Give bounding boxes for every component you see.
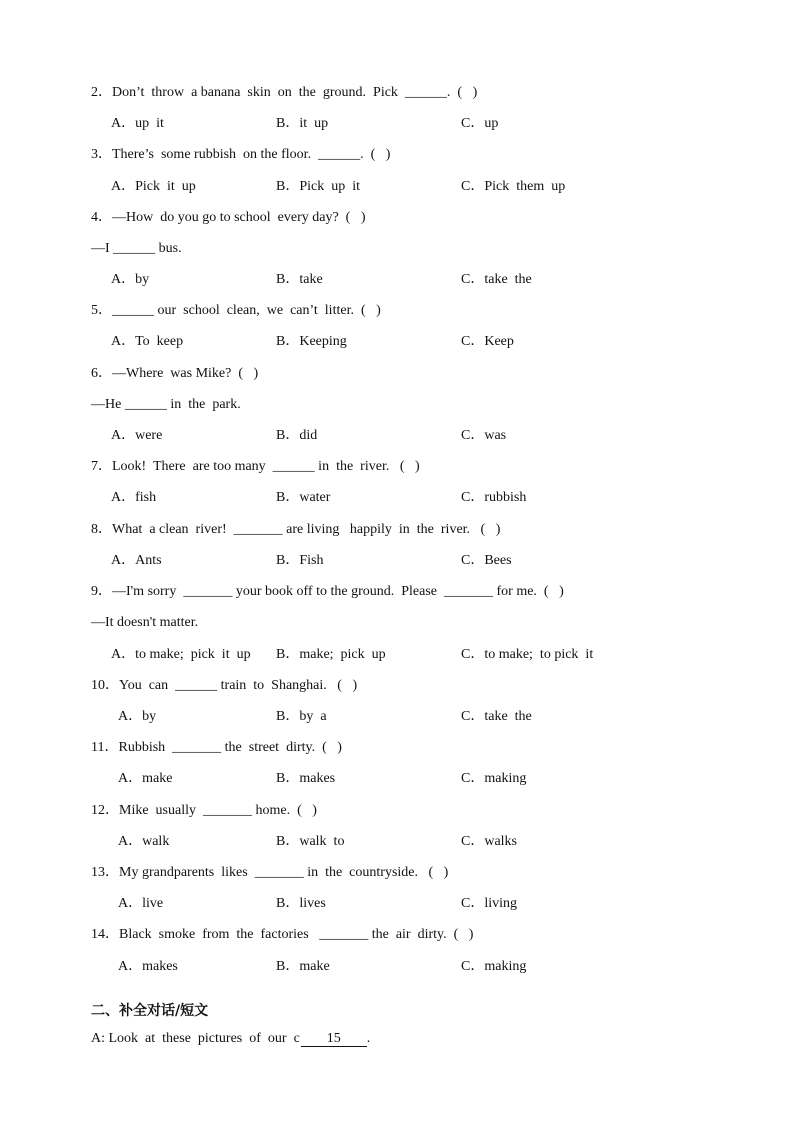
question-12-stem: 12．Mike usually _______ home. ( ) xyxy=(91,803,317,818)
question-4-option-c: C．take the xyxy=(461,272,532,287)
question-12-option-c: C．walks xyxy=(461,834,517,849)
question-5-option-b: B．Keeping xyxy=(276,334,347,349)
question-12-option-b: B．walk to xyxy=(276,834,345,849)
question-3-option-a: A．Pick it up xyxy=(111,179,196,194)
question-5-option-c: C．Keep xyxy=(461,334,514,349)
question-9-option-b: B．make; pick up xyxy=(276,647,386,662)
question-11-option-b: B．makes xyxy=(276,771,336,786)
question-13-stem: 13．My grandparents likes _______ in the countryside. ( ) xyxy=(91,865,449,880)
question-10-option-b: B．by a xyxy=(276,709,327,724)
question-14-stem: 14．Black smoke from the factories _______ the air dirty. ( ) xyxy=(91,927,474,942)
question-9-answer-line: —It doesn't matter. xyxy=(91,615,199,630)
section-2-title: 二、补全对话/短文 xyxy=(91,1003,209,1019)
question-11-stem: 11．Rubbish _______ the street dirty. ( ) xyxy=(91,740,342,755)
question-10-option-c: C．take the xyxy=(461,709,532,724)
question-8-stem: 8．What a clean river! _______ are living happily in the river. ( ) xyxy=(91,522,501,537)
question-8-option-a: A．Ants xyxy=(111,553,162,568)
question-4-answer-line: —I ______ bus. xyxy=(91,241,182,256)
question-7-option-b: B．water xyxy=(276,490,331,505)
question-9-stem: 9．—I'm sorry _______ your book off to the ground. Please _______ for me. ( ) xyxy=(91,584,564,599)
question-11-option-a: A．make xyxy=(118,771,173,786)
question-10-stem: 10．You can ______ train to Shanghai. ( ) xyxy=(91,678,358,693)
question-6-answer-line: —He ______ in the park. xyxy=(91,397,241,412)
section-2-line-suffix: . xyxy=(366,1031,371,1046)
section-2-line-prefix: A: Look at these pictures of our c xyxy=(91,1031,300,1046)
question-13-option-c: C．living xyxy=(461,896,518,911)
question-8-option-b: B．Fish xyxy=(276,553,324,568)
question-3-stem: 3．There’s some rubbish on the floor. ______. ( ) xyxy=(91,147,391,162)
section-2-first-line xyxy=(91,1030,370,1048)
question-14-option-a: A．makes xyxy=(118,959,178,974)
question-6-option-c: C．was xyxy=(461,428,507,443)
question-14-option-b: B．make xyxy=(276,959,330,974)
question-10-option-a: A．by xyxy=(118,709,157,724)
question-7-option-c: C．rubbish xyxy=(461,490,527,505)
question-7-stem: 7．Look! There are too many ______ in the river. ( ) xyxy=(91,459,420,474)
question-2-stem: 2．Don’t throw a banana skin on the ground. Pick ______. ( ) xyxy=(91,85,478,100)
question-2-option-c: C．up xyxy=(461,116,499,131)
question-9-option-c: C．to make; to pick it xyxy=(461,647,594,662)
question-7-option-a: A．fish xyxy=(111,490,157,505)
question-6-option-b: B．did xyxy=(276,428,318,443)
blank-15: 15 xyxy=(301,1032,367,1047)
question-11-option-c: C．making xyxy=(461,771,527,786)
question-6-option-a: A．were xyxy=(111,428,163,443)
question-3-option-c: C．Pick them up xyxy=(461,179,566,194)
question-4-option-a: A．by xyxy=(111,272,150,287)
question-14-option-c: C．making xyxy=(461,959,527,974)
question-2-option-a: A．up it xyxy=(111,116,164,131)
question-6-stem: 6．—Where was Mike? ( ) xyxy=(91,366,259,381)
question-4-stem: 4．—How do you go to school every day? ( ) xyxy=(91,210,366,225)
question-9-option-a: A．to make; pick it up xyxy=(111,647,251,662)
question-2-option-b: B．it up xyxy=(276,116,329,131)
question-8-option-c: C．Bees xyxy=(461,553,512,568)
question-4-option-b: B．take xyxy=(276,272,323,287)
question-3-option-b: B．Pick up it xyxy=(276,179,361,194)
question-5-option-a: A．To keep xyxy=(111,334,184,349)
question-13-option-b: B．lives xyxy=(276,896,326,911)
question-5-stem: 5．______ our school clean, we can’t litter. ( ) xyxy=(91,303,381,318)
question-12-option-a: A．walk xyxy=(118,834,170,849)
question-13-option-a: A．live xyxy=(118,896,164,911)
